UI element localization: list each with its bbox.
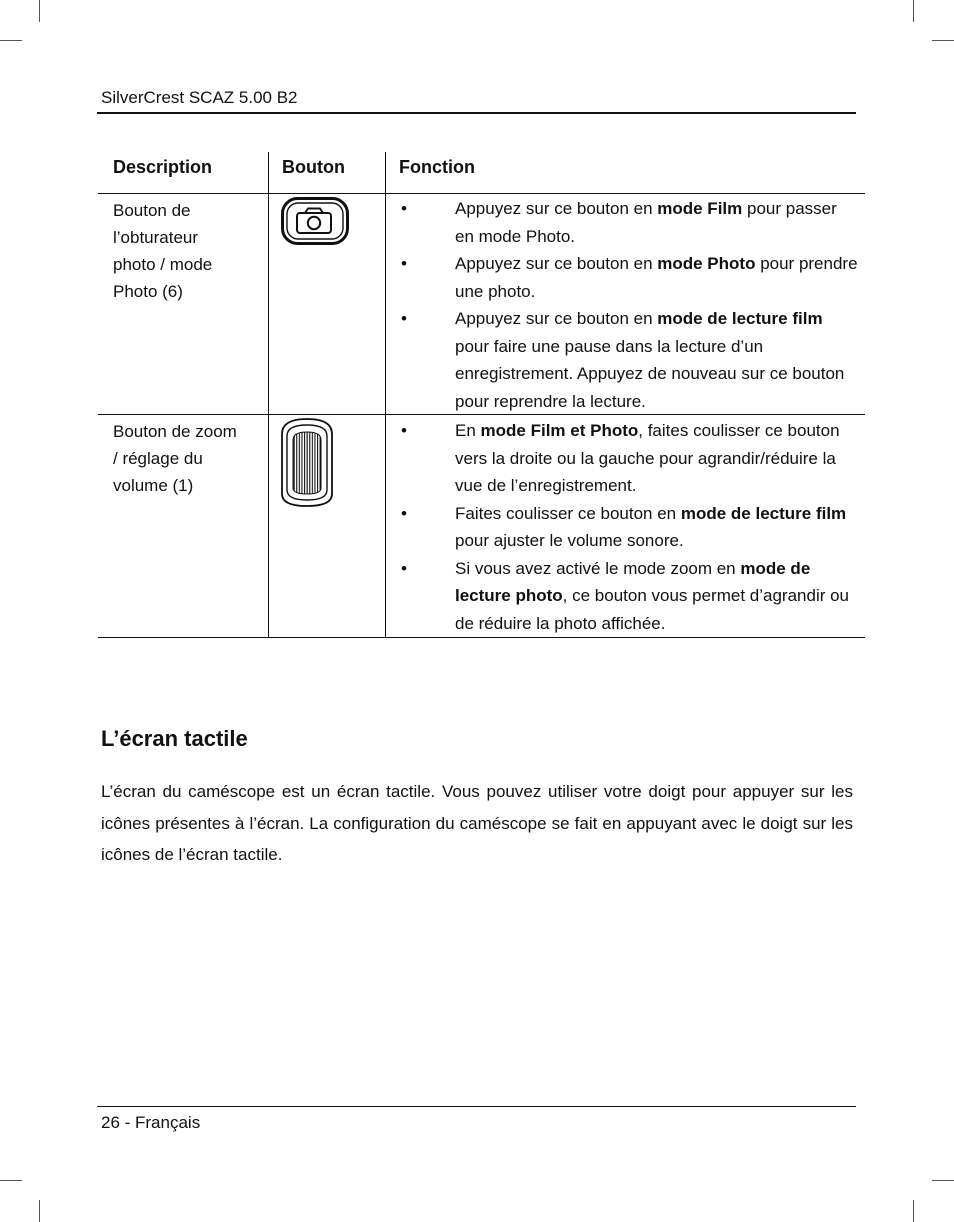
function-bullet: • Appuyez sur ce bouton en mode de lecture film pour faire une pause dans la lecture d’un enregistrement. Appuyez de nouveau sur ce bouton pour reprendre la lecture. — [401, 309, 845, 411]
bullet-text: Si vous avez activé le mode zoom en — [455, 558, 741, 578]
crop-mark — [932, 40, 954, 41]
bullet-text: pour passer en mode Photo. — [455, 199, 837, 246]
bullet-text: Appuyez sur ce bouton en — [455, 254, 658, 273]
function-bullet: • Faites coulisser ce bouton en mode de lecture film pour ajuster le volume sonore. — [401, 503, 847, 550]
crop-mark — [39, 0, 40, 22]
table-row-divider — [98, 637, 865, 638]
description-line: / réglage du — [113, 449, 203, 468]
bullet-text: Appuyez sur ce bouton en — [455, 309, 658, 328]
function-bullet: • Si vous avez activé le mode zoom en mode de lecture photo, ce bouton vous permet d’agrandir ou de réduire la photo affichée. — [401, 558, 850, 633]
description-line: photo / mode — [113, 255, 213, 274]
zoom-slider-button-icon — [278, 416, 336, 515]
header-rule — [97, 112, 856, 114]
bullet-mode-term: mode Photo — [657, 254, 756, 273]
bullet-mode-term: mode Film — [657, 199, 743, 218]
description-line: volume (1) — [113, 476, 194, 495]
row-description — [113, 418, 237, 499]
table-row-divider — [98, 193, 865, 194]
description-line: Photo (6) — [113, 282, 183, 301]
page-number-footer: 26 - Français — [101, 1113, 201, 1132]
bullet-text: pour ajuster le volume sonore. — [455, 531, 684, 550]
bullet-mode-term: mode de lecture photo — [455, 558, 811, 605]
bullet-mode-term: mode de lecture film — [680, 503, 847, 523]
bullet-text: En — [455, 421, 481, 440]
crop-mark — [913, 1200, 914, 1222]
bullet-mode-term: mode de lecture film — [657, 309, 823, 328]
description-line: l’obturateur — [113, 228, 199, 247]
crop-mark — [913, 0, 914, 22]
section-heading: L’écran tactile — [101, 726, 248, 751]
table-column-divider — [385, 152, 386, 638]
crop-mark — [932, 1180, 954, 1181]
footer-rule — [97, 1106, 856, 1107]
bullet-mode-term: mode Film et Photo — [480, 421, 639, 440]
crop-mark — [39, 1200, 40, 1222]
document-header-title: SilverCrest SCAZ 5.00 B2 — [101, 88, 298, 107]
bullet-text: , faites coulisser ce bouton vers la droite ou la gauche pour agrandir/réduire la vue de l’enregistrement. — [455, 421, 840, 495]
function-bullets — [398, 195, 858, 415]
bullet-text: Faites coulisser ce bouton en — [455, 503, 681, 523]
function-bullet: • Appuyez sur ce bouton en mode Photo pour prendre une photo. — [401, 254, 858, 301]
crop-mark — [0, 40, 22, 41]
column-header-function: Fonction — [399, 157, 475, 177]
function-bullets — [398, 417, 858, 637]
function-bullet: • En mode Film et Photo, faites coulisser ce bouton vers la droite ou la gauche pour agrandir/réduire la vue de l’enregistrement. — [401, 421, 840, 495]
description-line: Bouton de zoom — [113, 422, 237, 441]
bullet-text: , ce bouton vous permet d’agrandir ou de réduire la photo affichée. — [455, 586, 850, 633]
crop-mark — [0, 1180, 22, 1181]
bullet-text: pour faire une pause dans la lecture d’un enregistrement. Appuyez de nouveau sur ce bouton pour reprendre la lecture. — [455, 336, 845, 411]
bullet-text: pour prendre une photo. — [455, 254, 858, 301]
bullet-text: Appuyez sur ce bouton en — [455, 199, 658, 218]
function-bullet: • Appuyez sur ce bouton en mode Film pour passer en mode Photo. — [401, 199, 837, 246]
camera-shutter-button-icon — [280, 196, 350, 251]
column-header-button: Bouton — [282, 157, 345, 177]
column-header-description: Description — [113, 157, 213, 177]
description-line: Bouton de — [113, 201, 191, 220]
row-description — [113, 197, 212, 305]
table-column-divider — [268, 152, 269, 638]
button-function-table — [98, 152, 865, 638]
section-paragraph: L’écran du caméscope est un écran tactile. Vous pouvez utiliser votre doigt pour appuyer sur les icônes présentes à l’écran. La configuration du caméscope se fait en appuyant avec le doigt sur les icônes de l’écran tactile. — [101, 782, 853, 864]
